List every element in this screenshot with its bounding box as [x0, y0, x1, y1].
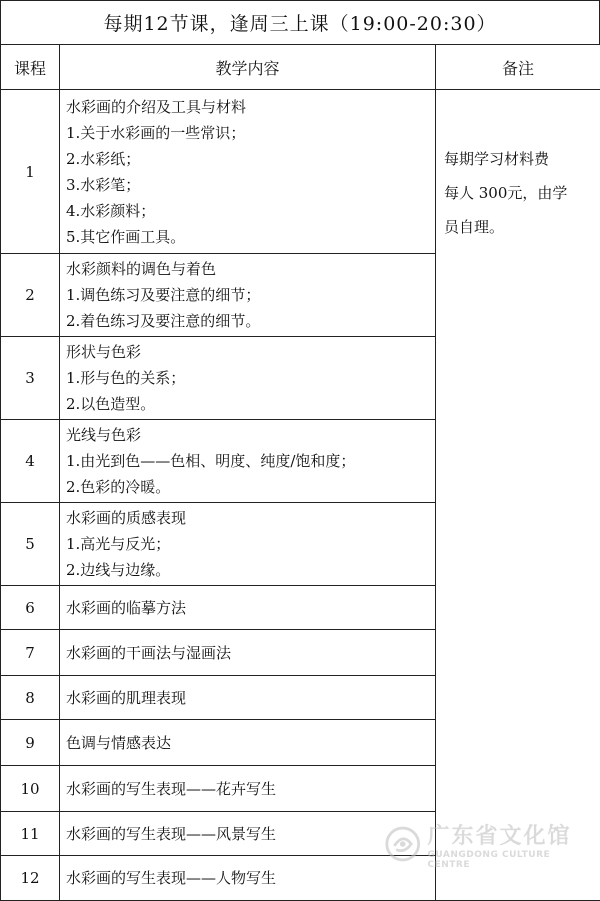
note-text: 每期学习材料费	[444, 142, 592, 176]
lesson-content	[60, 503, 436, 586]
watermark-name-cn: 广东省文化馆	[427, 819, 594, 850]
watermark-name-en: GUANGDONG CULTURE CENTRE	[427, 850, 594, 870]
column-header-lesson: 课程	[1, 45, 60, 90]
table-row	[1, 90, 600, 254]
lesson-number: 4	[1, 420, 60, 503]
lesson-subitem: 1.关于水彩画的一些常识；	[66, 120, 429, 146]
note-text: 每人 300元，由学	[444, 176, 592, 210]
lesson-content	[60, 676, 436, 720]
lesson-subitem: 5.其它作画工具。	[66, 224, 429, 250]
lesson-number: 6	[1, 586, 60, 630]
lesson-heading: 水彩画的质感表现	[66, 505, 429, 531]
lesson-heading: 色调与情感表达	[66, 730, 429, 756]
lesson-content	[60, 812, 436, 856]
culture-centre-logo-icon	[384, 825, 421, 863]
lesson-number: 8	[1, 676, 60, 720]
lesson-subitem: 2.着色练习及要注意的细节。	[66, 308, 429, 334]
lesson-heading: 水彩画的介绍及工具与材料	[66, 94, 429, 120]
lesson-heading: 光线与色彩	[66, 422, 429, 448]
lesson-number: 1	[1, 90, 60, 254]
lesson-subitem: 2.水彩纸；	[66, 146, 429, 172]
lesson-number: 5	[1, 503, 60, 586]
lesson-subitem: 1.由光到色——色相、明度、纯度/饱和度；	[66, 448, 429, 474]
lesson-subitem: 1.高光与反光；	[66, 531, 429, 557]
lesson-number: 9	[1, 720, 60, 766]
lesson-number: 7	[1, 630, 60, 676]
lesson-subitem: 1.调色练习及要注意的细节；	[66, 282, 429, 308]
lesson-subitem: 1.形与色的关系；	[66, 365, 429, 391]
lesson-content	[60, 254, 436, 337]
lesson-content	[60, 720, 436, 766]
lesson-heading: 水彩画的写生表现——风景写生	[66, 821, 429, 847]
lesson-heading: 形状与色彩	[66, 339, 429, 365]
lesson-heading: 水彩画的临摹方法	[66, 595, 429, 621]
note-cell	[436, 90, 600, 901]
lesson-heading: 水彩画的写生表现——花卉写生	[66, 776, 429, 802]
course-table	[0, 44, 600, 901]
lesson-subitem: 4.水彩颜料；	[66, 198, 429, 224]
lesson-content	[60, 766, 436, 812]
lesson-content	[60, 586, 436, 630]
lesson-subitem: 3.水彩笔；	[66, 172, 429, 198]
lesson-content	[60, 630, 436, 676]
table-header-row	[1, 45, 600, 90]
lesson-number: 12	[1, 856, 60, 901]
note-text: 员自理。	[444, 210, 592, 244]
lesson-heading: 水彩颜料的调色与着色	[66, 256, 429, 282]
lesson-number: 3	[1, 337, 60, 420]
column-header-content: 教学内容	[60, 45, 436, 90]
page-title: 每期12节课，逢周三上课（19:00-20:30）	[0, 0, 600, 44]
lesson-content	[60, 337, 436, 420]
lesson-heading: 水彩画的干画法与湿画法	[66, 640, 429, 666]
lesson-content	[60, 420, 436, 503]
lesson-content	[60, 856, 436, 901]
lesson-content	[60, 90, 436, 254]
watermark	[384, 821, 594, 867]
table-body	[1, 90, 600, 901]
column-header-note: 备注	[436, 45, 600, 90]
lesson-subitem: 2.边线与边缘。	[66, 557, 429, 583]
lesson-number: 11	[1, 812, 60, 856]
lesson-number: 2	[1, 254, 60, 337]
lesson-number: 10	[1, 766, 60, 812]
lesson-subitem: 2.以色造型。	[66, 391, 429, 417]
lesson-heading: 水彩画的写生表现——人物写生	[66, 865, 429, 891]
lesson-heading: 水彩画的肌理表现	[66, 685, 429, 711]
lesson-subitem: 2.色彩的冷暖。	[66, 474, 429, 500]
